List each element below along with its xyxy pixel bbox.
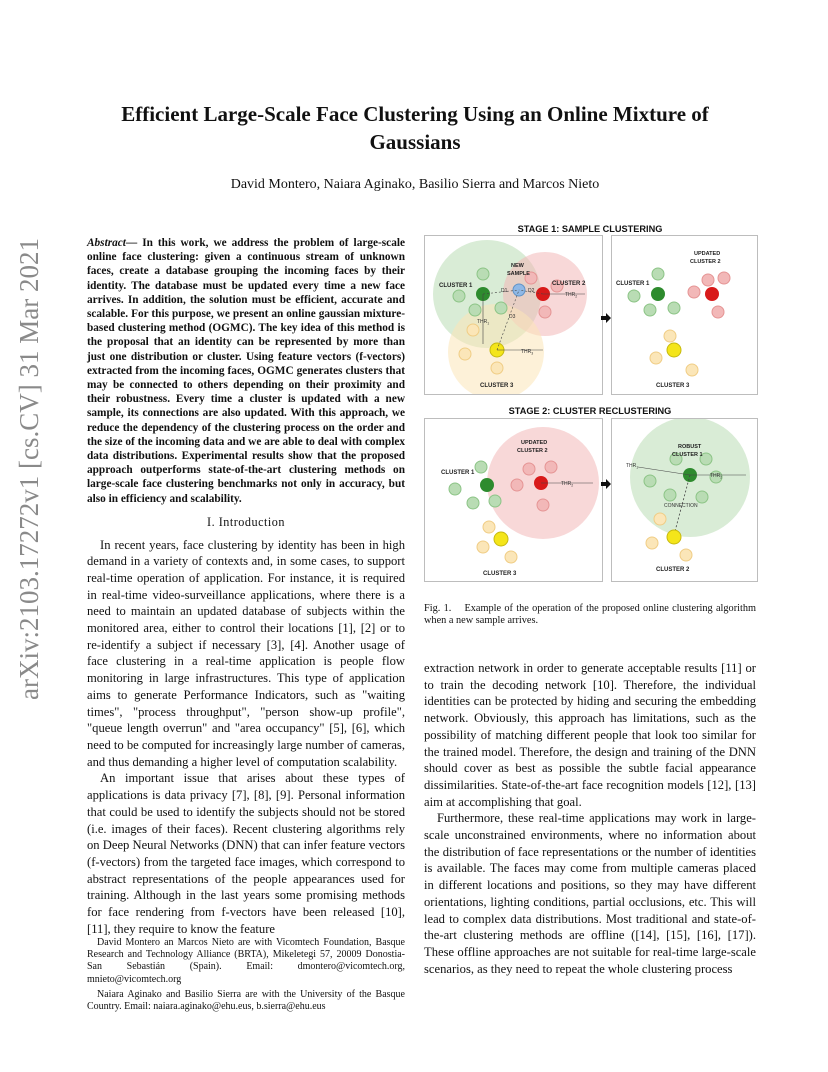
footnote: Naiara Aginako and Basilio Sierra are with the University of the Basque Country. Email: naiara.aginako@ehu.eus, b.sierra@ehu.eus bbox=[87, 988, 405, 1013]
footnotes bbox=[87, 937, 405, 1016]
sample-point bbox=[523, 463, 535, 475]
label-sample: SAMPLE bbox=[507, 271, 530, 277]
arrow-right-icon bbox=[601, 478, 611, 490]
caption-label: Fig. 1. bbox=[424, 603, 452, 614]
stage1-before-panel bbox=[424, 235, 603, 395]
sample-point bbox=[459, 348, 471, 360]
label-d2: D2 bbox=[528, 288, 535, 294]
sample-point bbox=[664, 330, 676, 342]
sample-point bbox=[449, 483, 461, 495]
label-thr2: $THR_2$ bbox=[565, 292, 578, 299]
cluster3-centroid bbox=[667, 343, 681, 357]
sample-point bbox=[688, 286, 700, 298]
sample-point bbox=[718, 272, 730, 284]
label-updated: UPDATED bbox=[521, 440, 548, 446]
sample-point bbox=[505, 551, 517, 563]
sample-point bbox=[491, 362, 503, 374]
stage1-title: STAGE 1: SAMPLE CLUSTERING bbox=[517, 224, 663, 234]
sample-point bbox=[483, 521, 495, 533]
sample-point bbox=[495, 302, 507, 314]
sample-point bbox=[650, 352, 662, 364]
sample-point bbox=[654, 513, 666, 525]
sample-point bbox=[652, 268, 664, 280]
abstract-label: Abstract bbox=[87, 237, 126, 249]
label-new: NEW bbox=[511, 263, 524, 269]
label-thr1: $THR_1$ bbox=[626, 463, 639, 470]
sample-point bbox=[489, 495, 501, 507]
sample-point bbox=[646, 537, 658, 549]
sample-point bbox=[644, 475, 656, 487]
label-d3: D3 bbox=[509, 314, 516, 320]
sample-point bbox=[477, 268, 489, 280]
abstract bbox=[87, 236, 405, 506]
sample-point bbox=[475, 461, 487, 473]
sample-point bbox=[453, 290, 465, 302]
cluster2-centroid bbox=[667, 530, 681, 544]
stage2-title: STAGE 2: CLUSTER RECLUSTERING bbox=[508, 406, 672, 416]
paragraph: extraction network in order to generate acceptable results [11] or to train the decoding network [10]. Therefore, the individual identities can be protected by hiding and securing the embedding network. Obviously, this approach has limitations, such as the possibility of matching different people that look too similar for the trained model. Therefore, the design and training of the DNN should cover as best as possible the subtle facial appearance dissimilarities. State-of-the-art face recognition models [12], [13] aim at accomplishing that goal. bbox=[424, 661, 756, 809]
sample-point bbox=[477, 541, 489, 553]
paragraph: In recent years, face clustering by identity has been in high demand in a variety of contexts and, in some cases, to support real-time operation of application. For instance, it is required in real-time video-surveillance applications, where there is a need to maintain an updated database of subjects within the monitored area, either to control their locations [1], [2] or to re-identify a subject if necessary [3], [4]. Another usage of face clustering in a real-time application is people flow monitoring in large infrastructures. This type of application aims to generate Performance Indicators, such as "waiting times", "process throughput", "person show-up profile", "queue length overrun" and "area occupancy" [5], [6], which need to be computed for increasingly large number of cameras, and thus demanding a higher level of computation scalability. bbox=[87, 537, 405, 769]
cluster1-centroid bbox=[651, 287, 665, 301]
label-updated: UPDATED bbox=[694, 251, 721, 257]
sample-point bbox=[539, 306, 551, 318]
caption-text: Example of the operation of the proposed online clustering algorithm when a new sample arrives. bbox=[424, 603, 757, 627]
sample-point bbox=[668, 302, 680, 314]
sample-point bbox=[664, 489, 676, 501]
paragraph: An important issue that arises about these types of applications is data privacy [7], [8], [9]. Personal information that could be used to identify the subjects should not be stored (i.e. images of their faces). Recent clustering algorithms rely on Deep Neural Networks (DNN) that can infer feature vectors (f-vectors) from the targeted face images, which correspond to abstract representations of the people appearances used for training. Although in the last years some promising methods for face rendering from f-vectors have been released [10], [11], they require to know the feature bbox=[87, 771, 405, 936]
footnote: David Montero an Marcos Nieto are with Vicomtech Foundation, Basque Research and Technology Alliance (BRTA), Mikeletegi 57, 20009 Donostia-San Sebastián (Spain). Email: dmontero@vicomtech.org, mnieto@vicomtech.org bbox=[87, 937, 405, 985]
paragraph: Furthermore, these real-time applications may work in large-scale unconstrained environments, where no information about the distribution of face representations or the number of identities is available. The faces may come from multiple cameras placed in different locations and positions, so they may have different orientations, lighting conditions, partial occlusions, etc. This will lead to complex data distributions. Most traditional and state-of-the-art clustering methods are offline ([14], [15], [16], [17]). These offline approaches are not suitable for real-time large-scale scenarios, as they need to repeat the whole clustering process bbox=[424, 811, 756, 976]
sample-point bbox=[537, 499, 549, 511]
section-heading-introduction: I. Introduction bbox=[207, 514, 285, 529]
label-updated-cluster2: CLUSTER 2 bbox=[690, 259, 721, 265]
label-updated-cluster2: CLUSTER 2 bbox=[517, 448, 548, 454]
right-column bbox=[424, 660, 756, 977]
stage2-after-panel bbox=[611, 418, 758, 582]
sample-point bbox=[712, 306, 724, 318]
cluster1-centroid bbox=[480, 478, 494, 492]
sample-point bbox=[686, 364, 698, 376]
paper-authors: David Montero, Naiara Aginako, Basilio Sierra and Marcos Nieto bbox=[230, 177, 600, 192]
label-thr3: $THR_3$ bbox=[521, 349, 534, 356]
abstract-text: — In this work, we address the problem of large-scale online face clustering: given a continuous stream of unknown faces, create a database grouping the incoming faces by their identity. The database must be updated every time a new face arrives. In addition, the solution must be efficient, accurate and scalable. For this purpose, we present an online gaussian mixture-based clustering method (OGMC). The key idea of this method is the proposal that an identity can be represented by more than just one distribution or cluster. Using feature vectors (f-vectors) extracted from the incoming faces, OGMC generates clusters that may be connected to others depending on their proximity and their robustness. Every time a cluster is updated with a new sample, its connections are also updated. With this approach, we reduce the dependency of the clustering process on the order and the size of the incoming data and we are able to deal with complex data distributions. Experimental results show that the proposed approach outperforms state-of-the-art clustering methods on large-scale face clustering benchmarks not only in accuracy, but also in efficiency and scalability. bbox=[87, 237, 405, 505]
label-cluster1: CLUSTER 1 bbox=[441, 470, 475, 476]
label-cluster3: CLUSTER 3 bbox=[480, 383, 514, 389]
label-cluster1: CLUSTER 1 bbox=[616, 281, 650, 287]
figure-caption bbox=[424, 603, 756, 628]
sample-point bbox=[628, 290, 640, 302]
label-cluster3: CLUSTER 3 bbox=[483, 571, 517, 577]
sample-point bbox=[702, 274, 714, 286]
updated-cluster2-centroid bbox=[705, 287, 719, 301]
sample-point bbox=[644, 304, 656, 316]
sample-point bbox=[467, 497, 479, 509]
label-cluster2: CLUSTER 2 bbox=[656, 567, 690, 573]
sample-point bbox=[511, 479, 523, 491]
label-robust: ROBUST bbox=[678, 444, 702, 450]
sample-point bbox=[469, 304, 481, 316]
label-d1: D1 bbox=[501, 288, 508, 294]
sample-point bbox=[545, 461, 557, 473]
arrow-right-icon bbox=[601, 312, 611, 324]
sample-point bbox=[680, 549, 692, 561]
label-thr2: $THR_2$ bbox=[561, 481, 574, 488]
label-thr2: $THR_2$ bbox=[710, 473, 723, 480]
sample-point bbox=[696, 491, 708, 503]
label-robust-cluster1: CLUSTER 1 bbox=[672, 452, 703, 458]
label-cluster3: CLUSTER 3 bbox=[656, 383, 690, 389]
label-cluster1: CLUSTER 1 bbox=[439, 283, 473, 289]
label-connection: CONNECTION bbox=[664, 503, 698, 509]
arxiv-identifier: arXiv:2103.17272v1 [cs.CV] 31 Mar 2021 bbox=[14, 238, 44, 700]
stage1-after-panel bbox=[611, 235, 758, 395]
paper-title: Efficient Large-Scale Face Clustering Using an Online Mixture of Gaussians bbox=[121, 102, 709, 154]
stage2-before-panel bbox=[424, 418, 603, 582]
label-thr1: $THR_1$ bbox=[477, 319, 490, 326]
left-column bbox=[87, 236, 405, 937]
label-cluster2: CLUSTER 2 bbox=[552, 281, 586, 287]
cluster3-centroid bbox=[494, 532, 508, 546]
sample-point bbox=[467, 324, 479, 336]
